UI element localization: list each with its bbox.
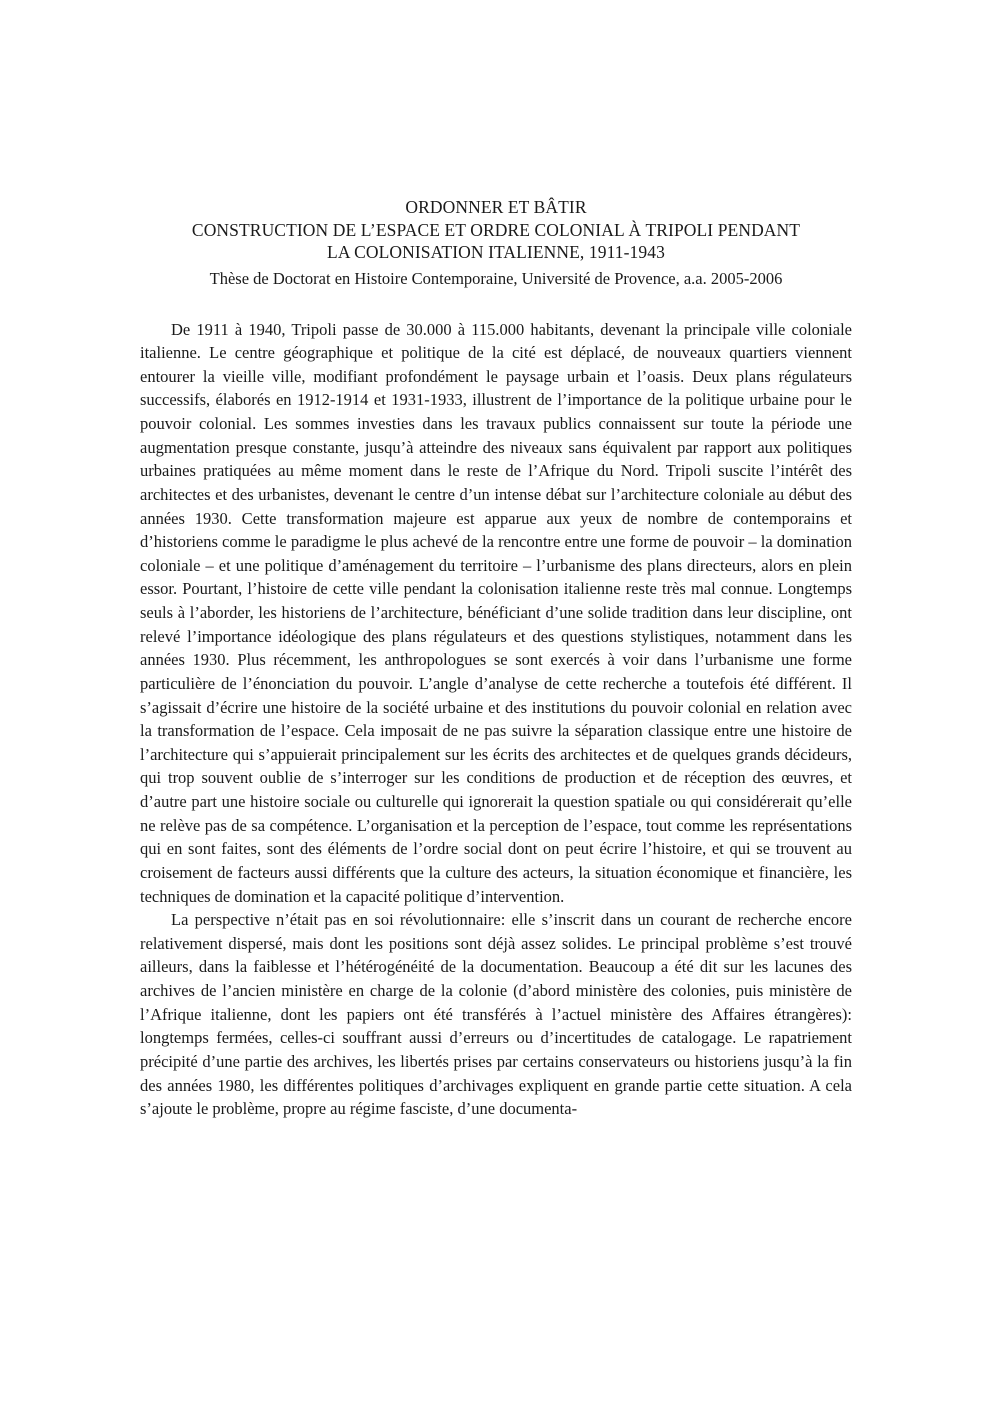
paragraph-2: La perspective n’était pas en soi révolutionnaire: elle s’inscrit dans un courant de recherche encore relativement dispersé, mais dont les positions sont déjà assez solides. Le principal problème s’est trouvé ailleurs, dans la faiblesse et l’hétérogénéité de la documentation. Beaucoup a été dit sur les lacunes des archives de l’ancien ministère en charge de la colonie (d’abord ministère des colonies, puis ministère de l’Afrique italienne, dont les papiers ont été transférés à l’actuel ministère des Affaires étrangères): longtemps fermées, celles-ci souffrant aussi d’erreurs ou d’incertitudes de catalogage. Le rapatriement précipité d’une partie des archives, les libertés prises par certains conservateurs ou historiens jusqu’à la fin des années 1980, les différentes politiques d’archivages expliquent en grande partie cette situation. A cela s’ajoute le problème, propre au régime fasciste, d’une documenta- (140, 910, 852, 1119)
page-content (140, 196, 852, 1121)
body-text (140, 318, 852, 1121)
title-line-2: CONSTRUCTION DE L’ESPACE ET ORDRE COLONIAL À TRIPOLI PENDANT (191, 219, 801, 240)
title-line-3: LA COLONISATION ITALIENNE, 1911-1943 (327, 242, 665, 262)
title-block (140, 196, 852, 264)
paragraph-1: De 1911 à 1940, Tripoli passe de 30.000 à 115.000 habitants, devenant la principale ville coloniale italienne. Le centre géographique et politique de la cité est déplacé, de nouveaux quartiers viennent entourer la vieille ville, modifiant profondément le paysage urbain et l’oasis. Deux plans régulateurs successifs, élaborés en 1912-1914 et 1931-1933, illustrent de l’importance de la politique urbaine pour le pouvoir colonial. Les sommes investies dans les travaux publics connaissent sur toute la période une augmentation presque constante, jusqu’à atteindre des niveaux sans équivalent par rapport aux politiques urbaines pratiquées au même moment dans le reste de l’Afrique du Nord. Tripoli suscite l’intérêt des architectes et des urbanistes, devenant le centre d’un intense débat sur l’architecture coloniale au début des années 1930. Cette transformation majeure est apparue aux yeux de nombre de contemporains et d’historiens comme le paradigme le plus achevé de la rencontre entre une forme de pouvoir – la domination coloniale – et une politique d’aménagement du territoire – l’urbanisme des plans directeurs, alors en plein essor. Pourtant, l’histoire de cette ville pendant la colonisation italienne reste très mal connue. Longtemps seuls à l’aborder, les historiens de l’architecture, bénéficiant d’une solide tradition dans leur discipline, ont relevé l’importance idéologique des plans régulateurs et des questions stylistiques, notamment dans les années 1930. Plus récemment, les anthropologues se sont exercés à voir dans l’urbanisme une forme particulière de l’énonciation du pouvoir. L’angle d’analyse de cette recherche a toutefois été différent. Il s’agissait d’écrire une histoire de la société urbaine et des institutions du pouvoir colonial en relation avec la transformation de l’espace. Cela imposait de ne pas suivre la séparation classique entre une histoire de l’architecture qui s’appuierait principalement sur les écrits des architectes et de quelques grands décideurs, qui trop souvent oublie de s’interroger sur les conditions de production et de réception des œuvres, et d’autre part une histoire sociale ou culturelle qui ignorerait la question spatiale ou qui considérerait qu’elle ne relève pas de sa compétence. L’organisation et la perception de l’espace, tout comme les représentations qui en sont faites, sont des éléments de l’ordre social dont on peut écrire l’histoire, et qui se trouvent au croisement de facteurs aussi différents que la culture des acteurs, la situation économique et financière, les techniques de domination et la capacité politique d’intervention. (140, 319, 852, 906)
thesis-subtitle: Thèse de Doctorat en Histoire Contemporaine, Université de Provence, a.a. 2005-2006 (209, 268, 783, 288)
title-line-1: ORDONNER ET BÂTIR (405, 197, 587, 217)
